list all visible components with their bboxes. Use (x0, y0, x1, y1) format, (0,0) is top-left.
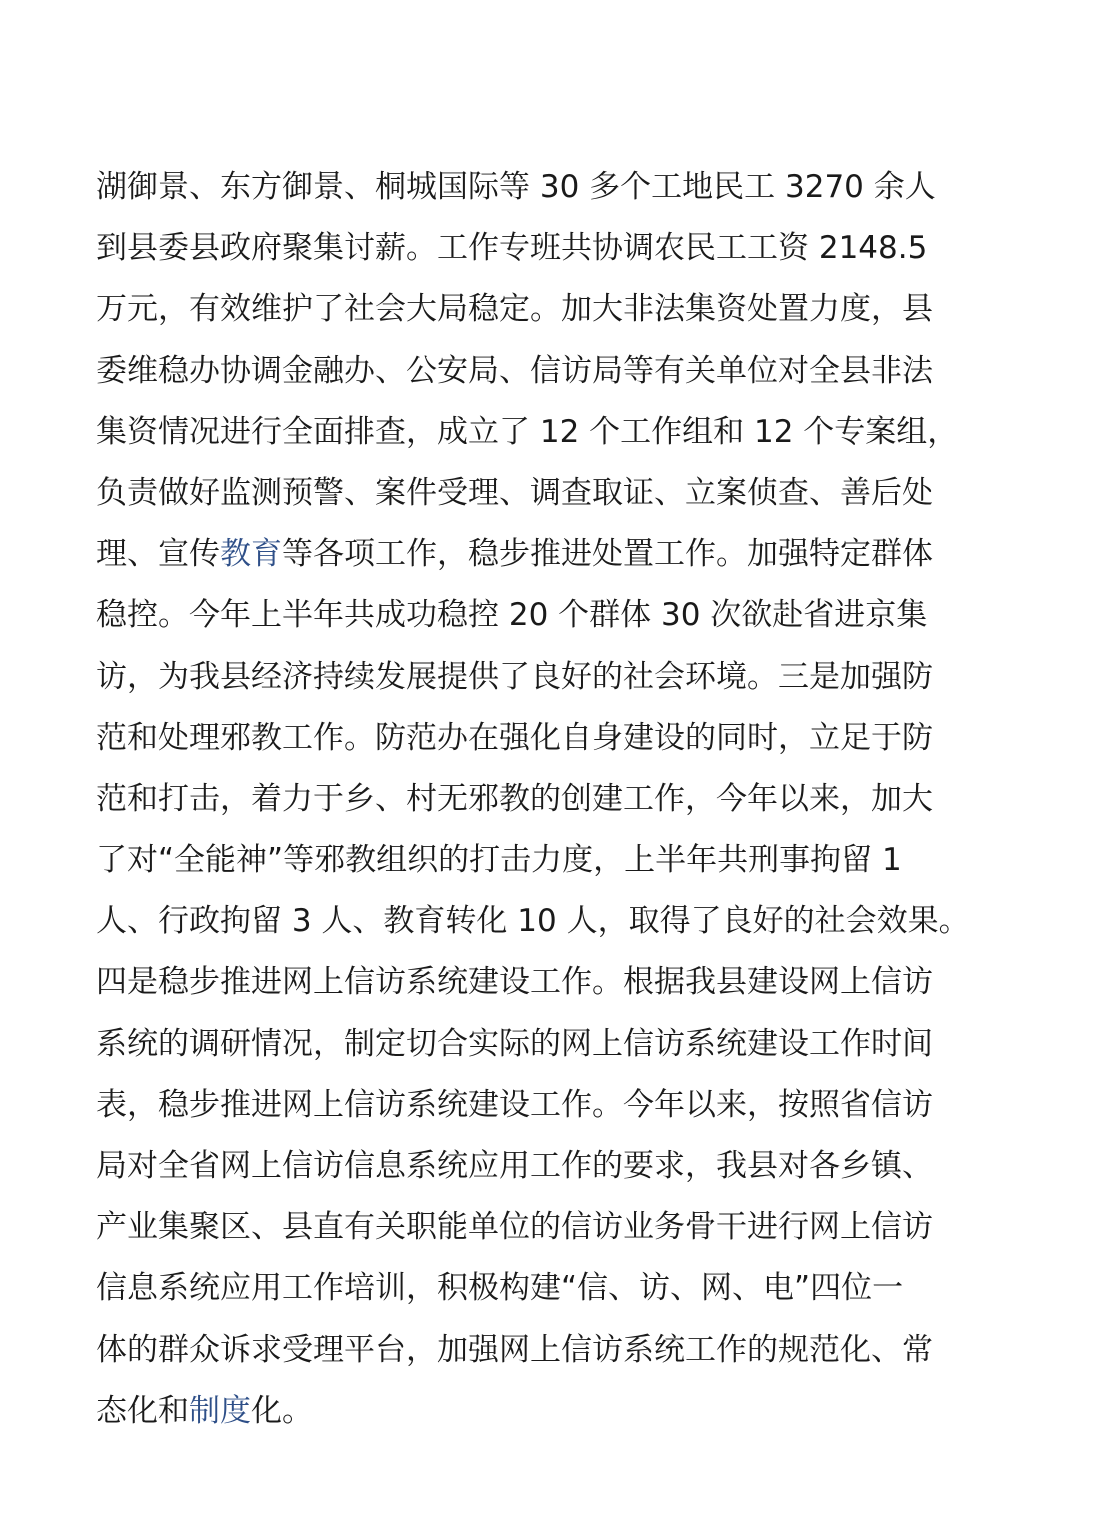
text-line (96, 463, 1016, 524)
text-line (96, 1258, 1016, 1319)
text-run: 局对全省网上信访信息系统应用工作的要求，我县对各乡镇、 (96, 1148, 933, 1184)
text-run: 化。 (251, 1392, 313, 1429)
text-run: 湖御景、东方御景、桐城国际等 30 多个工地民工 3270 余人 (96, 169, 936, 205)
text-line (96, 952, 1016, 1013)
text-run: 体的群众诉求受理平台，加强网上信访系统工作的规范化、常 (96, 1331, 933, 1368)
text-line (96, 341, 1016, 402)
text-line (96, 891, 1016, 952)
text-run: 理、宣传 (96, 536, 220, 573)
text-run: 四是稳步推进网上信访系统建设工作。根据我县建设网上信访 (96, 964, 933, 1001)
text-run: 范和处理邪教工作。防范办在强化自身建设的同时，立足于防 (96, 719, 933, 756)
text-line (96, 647, 1016, 708)
text-run: 态化和 (96, 1392, 189, 1429)
text-run: 范和打击，着力于乡、村无邪教的创建工作，今年以来，加大 (96, 780, 933, 817)
text-run: 人、行政拘留 3 人、教育转化 10 人，取得了良好的社会效果。 (96, 903, 970, 940)
text-run: 表，稳步推进网上信访系统建设工作。今年以来，按照省信访 (96, 1086, 933, 1123)
text-run: 集资情况进行全面排查，成立了 12 个工作组和 12 个专案组， (96, 413, 959, 450)
text-line (96, 830, 1016, 891)
text-line (96, 402, 1016, 463)
text-line (96, 769, 1016, 830)
text-line (96, 1381, 1016, 1442)
text-run: 稳控。今年上半年共成功稳控 20 个群体 30 次欲赴省进京集 (96, 597, 928, 634)
text-line (96, 524, 1016, 585)
inline-link[interactable]: 制度 (189, 1392, 251, 1429)
body-paragraph (96, 157, 1016, 1442)
text-line (96, 1136, 1016, 1197)
text-run: 等各项工作，稳步推进处置工作。加强特定群体 (282, 536, 933, 573)
text-run: 了对“全能神”等邪教组织的打击力度，上半年共刑事拘留 1 (96, 842, 902, 879)
text-line (96, 1197, 1016, 1258)
text-line (96, 585, 1016, 646)
text-run: 信息系统应用工作培训，积极构建“信、访、网、电”四位一 (96, 1270, 904, 1307)
text-line (96, 157, 1016, 218)
text-line (96, 708, 1016, 769)
text-line (96, 1320, 1016, 1381)
text-run: 万元，有效维护了社会大局稳定。加大非法集资处置力度，县 (96, 291, 933, 328)
text-run: 访，为我县经济持续发展提供了良好的社会环境。三是加强防 (96, 658, 933, 695)
text-line (96, 1014, 1016, 1075)
text-run: 委维稳办协调金融办、公安局、信访局等有关单位对全县非法 (96, 352, 933, 389)
text-run: 系统的调研情况，制定切合实际的网上信访系统建设工作时间 (96, 1025, 933, 1062)
inline-link[interactable]: 教育 (220, 536, 282, 573)
text-run: 到县委县政府聚集讨薪。工作专班共协调农民工工资 2148.5 (96, 230, 928, 267)
text-line (96, 1075, 1016, 1136)
text-line (96, 279, 1016, 340)
text-run: 负责做好监测预警、案件受理、调查取证、立案侦查、善后处 (96, 474, 933, 511)
text-line (96, 218, 1016, 279)
text-run: 产业集聚区、县直有关职能单位的信访业务骨干进行网上信访 (96, 1209, 933, 1246)
